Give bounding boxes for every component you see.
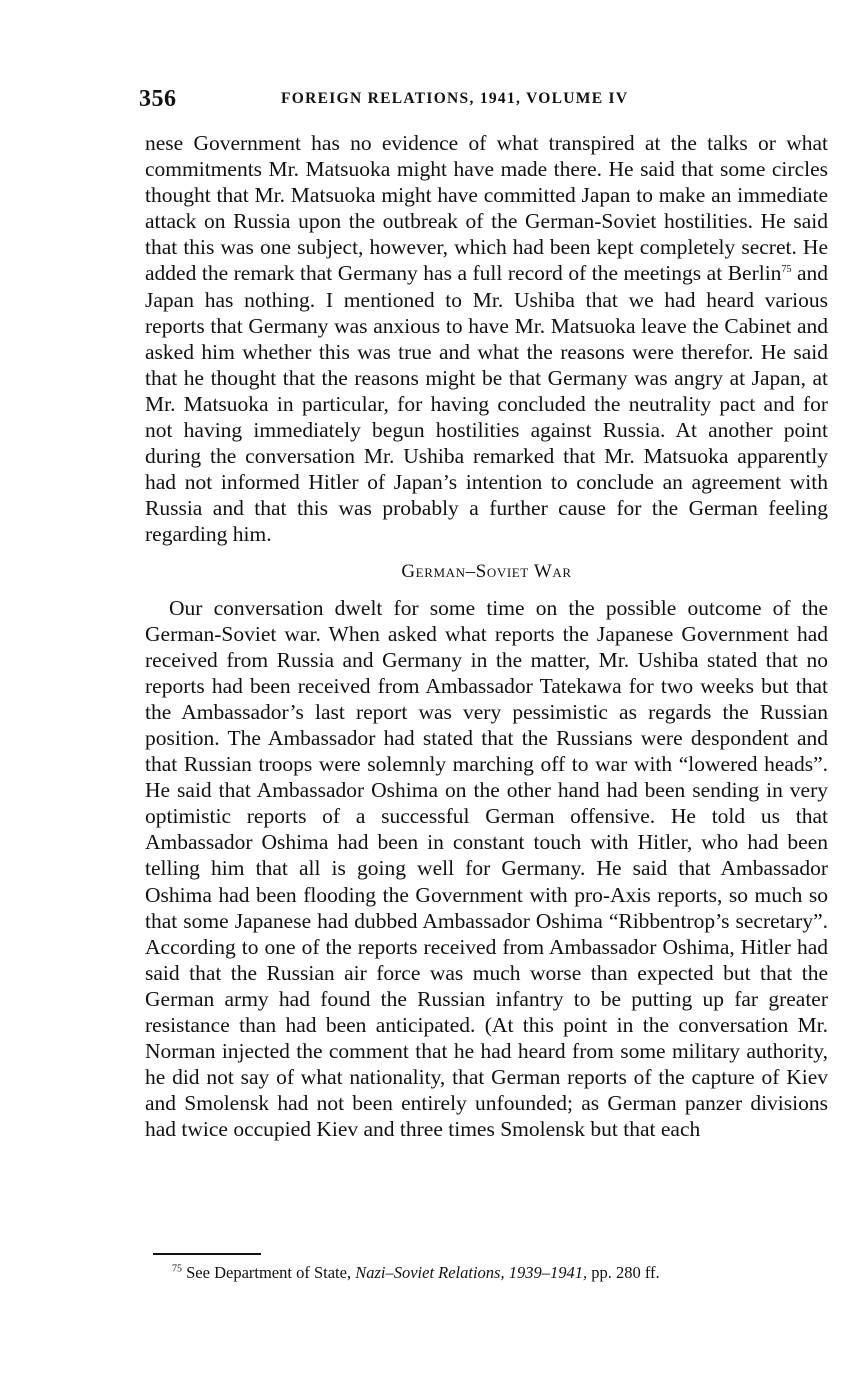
paragraph-text: and Japan has nothing. I mentioned to Mr. Ushiba that we had heard various reports that Germany was anxious to have Mr. Matsuoka leave the Cabinet and asked him whether this was true and what the reasons were therefor. He said that he thought that the reasons might be that Germany was angry at Japan, at Mr. Matsuoka in particular, for having concluded the neutrality pact and for not having immediately begun hostilities against Russia. At another point during the conversation Mr. Ushiba remarked that Mr. Matsuoka apparently had not informed Hitler of Japan’s intention to conclude an agreement with Russia and that this was probably a further cause for the German feeling regarding him. [145,261,828,547]
page-number: 356 [139,86,177,112]
paragraph-continued [145,130,828,548]
running-head: FOREIGN RELATIONS, 1941, VOLUME IV [281,90,629,107]
footnote-title: Nazi–Soviet Relations, 1939–1941, [355,1263,588,1282]
footnote [172,1263,660,1283]
footnote-reference: 75 [781,264,792,276]
page-header [139,86,829,120]
paragraph: Our conversation dwelt for some time on the possible outcome of the German-Soviet war. When asked what reports the Japanese Government had received from Russia and Germany in the matter, Mr. Ushiba stated that no reports had been received from Ambassador Tatekawa for two weeks but that the Ambassador’s last report was very pessimistic as regards the Russian position. The Ambassador had stated that the Russians were despondent and that Russian troops were solemnly marching off to war with “lowered heads”. He said that Ambassador Oshima on the other hand had been sending in very optimistic reports of a successful German offensive. He told us that Ambassador Oshima had been in constant touch with Hitler, who had been telling him that all is going well for Germany. He said that Ambassador Oshima had been flooding the Government with pro-Axis reports, so much so that some Japanese had dubbed Ambassador Oshima “Ribbentrop’s secretary”. According to one of the reports received from Ambassador Oshima, Hitler had said that the Russian air force was much worse than expected but that the German army had found the Russian infantry to be putting up far greater resistance than had been anticipated. (At this point in the conversation Mr. Norman injected the comment that he had heard from some military authority, he did not say of what nationality, that German reports of the capture of Kiev and Smolensk had not been entirely unfounded; as German panzer divisions had twice occupied Kiev and three times Smolensk but that each [145,595,828,1142]
section-heading: German–Soviet War [401,560,572,582]
footnote-prefix: See Department of State, [182,1263,356,1282]
footnote-divider [153,1253,261,1255]
body-text [145,130,828,1142]
paragraph-text: nese Government has no evidence of what transpired at the talks or what commitments Mr. Matsuoka might have made there. He said that some circles thought that Mr. Matsuoka might have committed Japan to make an immediate attack on Russia upon the outbreak of the German-Soviet hostilities. He said that this was one subject, however, which had been kept completely secret. He added the remark that Germany has a full record of the meetings at Berlin [145,131,828,286]
footnote-number: 75 [172,1263,182,1275]
footnote-suffix: pp. 280 ff. [587,1263,660,1282]
